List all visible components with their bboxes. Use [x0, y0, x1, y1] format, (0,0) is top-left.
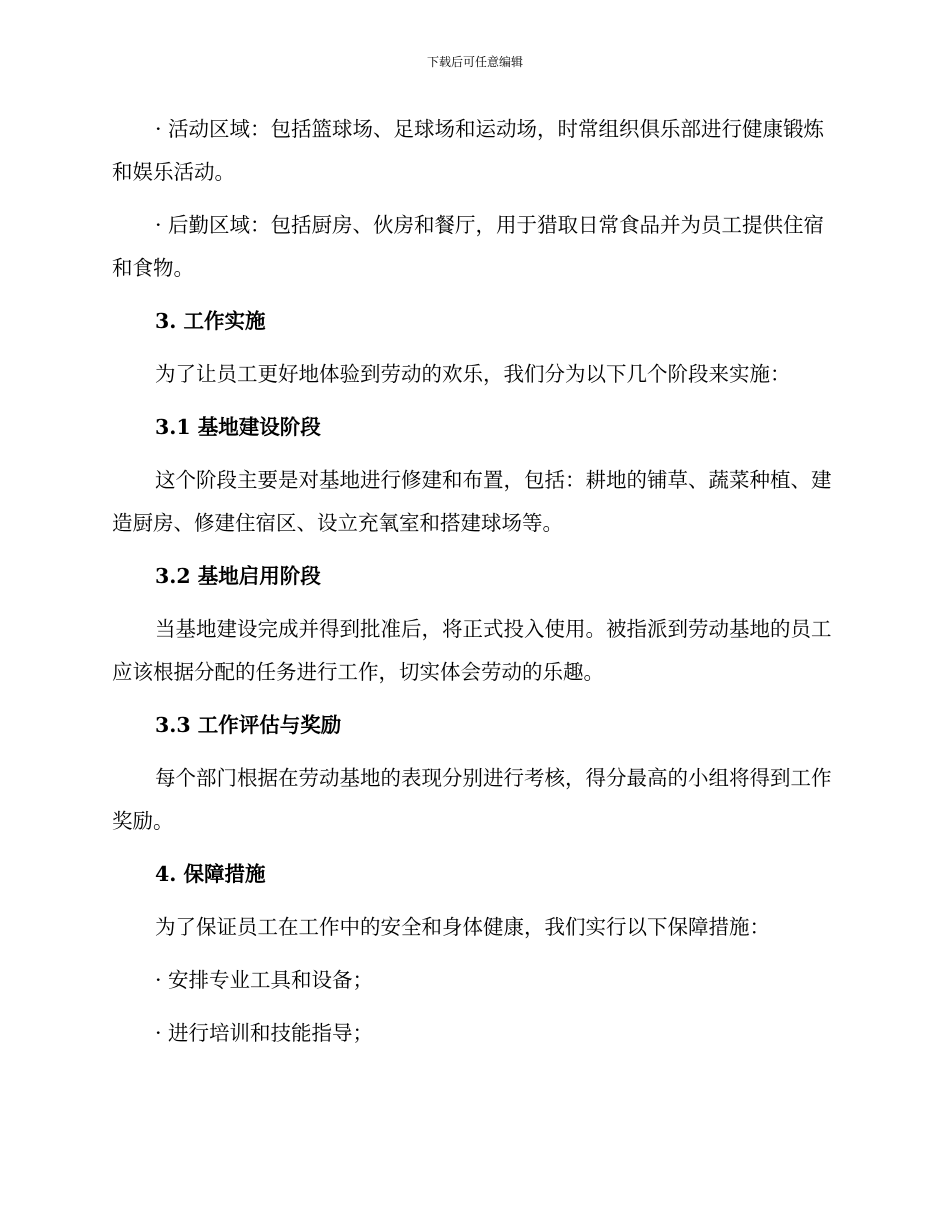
section-3-intro: 为了让员工更好地体验到劳动的欢乐，我们分为以下几个阶段来实施： [155, 362, 791, 386]
page-header: 下载后可任意编辑 [426, 55, 523, 69]
document-body [112, 108, 832, 1065]
subsection-heading-3-3: 3.3 工作评估与奖励 [155, 713, 342, 737]
section-heading-4: 4. 保障措施 [155, 862, 266, 886]
bullet-logistics-area: · 后勤区域：包括厨房、伙房和餐厅，用于猎取日常食品并为员工提供住宿和食物。 [112, 213, 825, 280]
section-4-intro: 为了保证员工在工作中的安全和身体健康，我们实行以下保障措施： [155, 915, 770, 939]
subsection-heading-3-1: 3.1 基地建设阶段 [155, 415, 321, 439]
bullet-activity-area: · 活动区域：包括篮球场、足球场和运动场，时常组织俱乐部进行健康锻炼和娱乐活动。 [112, 117, 825, 184]
subsection-3-2-body: 当基地建设完成并得到批准后，将正式投入使用。被指派到劳动基地的员工应该根据分配的任务进行工作，切实体会劳动的乐趣。 [112, 617, 832, 684]
subsection-3-1-body: 这个阶段主要是对基地进行修建和布置，包括：耕地的铺草、蔬菜种植、建造厨房、修建住宿区、设立充氧室和搭建球场等。 [112, 468, 832, 535]
bullet-training: · 进行培训和技能指导； [155, 1021, 374, 1045]
bullet-tools-equipment: · 安排专业工具和设备； [155, 968, 374, 992]
subsection-3-3-body: 每个部门根据在劳动基地的表现分别进行考核，得分最高的小组将得到工作奖励。 [112, 766, 832, 833]
subsection-heading-3-2: 3.2 基地启用阶段 [155, 564, 321, 588]
section-heading-3: 3. 工作实施 [155, 309, 266, 333]
